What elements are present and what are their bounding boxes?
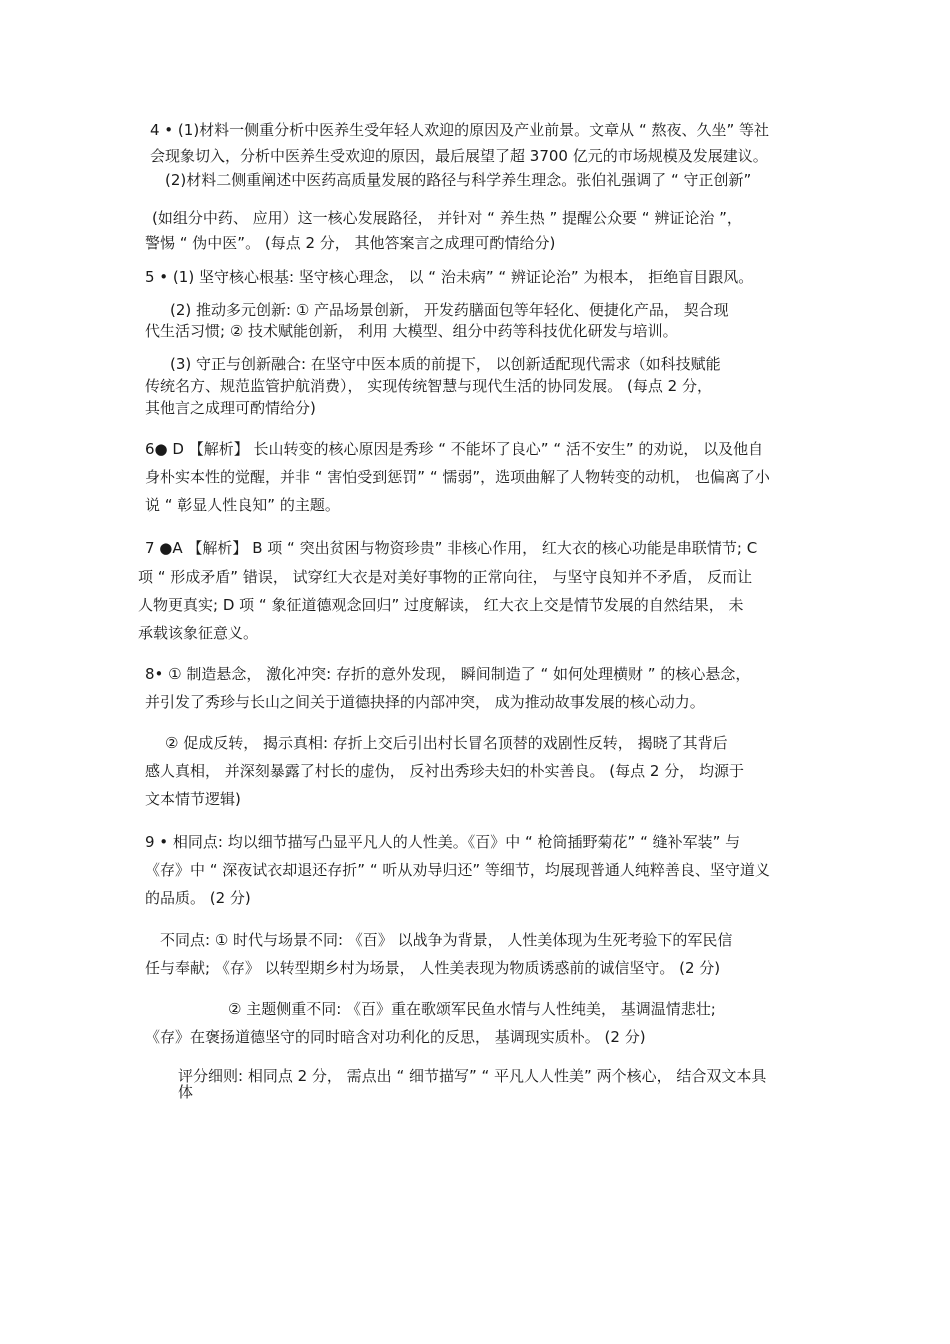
- answer-6-line-2: 身朴实本性的觉醒，并非 “ 害怕受到惩罚” “ 懦弱”，选项曲解了人物转变的动机， 也偏离了小: [145, 468, 770, 486]
- answer-5-line-2: (2) 推动多元创新: ① 产品场景创新， 开发药膳面包等年轻化、便捷化产品， 契合现: [170, 301, 729, 319]
- answer-9-line-7: 《存》在褒扬道德坚守的同时暗含对功利化的反思， 基调现实质朴。 (2 分): [145, 1028, 646, 1046]
- answer-8-line-4: 感人真相， 并深刻暴露了村长的虚伪， 反衬出秀珍夫妇的朴实善良。 (每点 2 分， 均源于: [145, 762, 745, 780]
- answer-5-line-3: 代生活习惯; ② 技术赋能创新， 利用 大模型、组分中药等科技优化研发与培训。: [145, 322, 678, 340]
- answer-8-line-3: ② 促成反转， 揭示真相: 存折上交后引出村长冒名顶替的戏剧性反转， 揭晓了其背后: [165, 734, 728, 752]
- answer-9-line-2: 《存》中 “ 深夜试衣却退还存折” “ 听从劝导归还” 等细节，均展现普通人纯粹善良、坚守道义: [145, 861, 770, 879]
- answer-5-line-1: 5 • (1) 坚守核心根基: 坚守核心理念， 以 “ 治未病” “ 辨证论治” 为根本， 拒绝盲目跟风。: [145, 268, 754, 286]
- scoring-rule-line-2: 体: [178, 1083, 194, 1101]
- scoring-rule-line-1: 评分细则: 相同点 2 分， 需点出 “ 细节描写” “ 平凡人人性美” 两个核心， 结合双文本具: [178, 1067, 767, 1085]
- answer-5-line-4: (3) 守正与创新融合: 在坚守中医本质的前提下， 以创新适配现代需求（如科技赋能: [170, 355, 721, 373]
- answer-7-line-4: 承载该象征意义。: [138, 624, 259, 642]
- answer-5-line-6: 其他言之成理可酌情给分): [145, 399, 316, 417]
- answer-4-line-2: 会现象切入，分析中医养生受欢迎的原因，最后展望了超 3700 亿元的市场规模及发展建议。: [150, 147, 768, 165]
- answer-6-line-1: 6● D 【解析】 长山转变的核心原因是秀珍 “ 不能坏了良心” “ 活不安生” 的劝说， 以及他自: [145, 440, 764, 458]
- answer-6-line-3: 说 “ 彰显人性良知” 的主题。: [145, 496, 340, 514]
- answer-9-line-1: 9 • 相同点: 均以细节描写凸显平凡人的人性美。《百》中 “ 枪筒插野菊花” “ 缝补军装” 与: [145, 833, 741, 851]
- answer-7-line-1: 7 ●A 【解析】 B 项 “ 突出贫困与物资珍贵” 非核心作用， 红大衣的核心功能是串联情节; C: [145, 539, 758, 557]
- answer-9-line-6: ② 主题侧重不同: 《百》重在歌颂军民鱼水情与人性纯美， 基调温情悲壮;: [228, 1000, 716, 1018]
- answer-8-line-5: 文本情节逻辑): [145, 790, 241, 808]
- answer-4-line-1: 4 • (1)材料一侧重分析中医养生受年轻人欢迎的原因及产业前景。文章从 “ 熬夜、久坐” 等社: [150, 121, 770, 139]
- answer-7-line-3: 人物更真实; D 项 “ 象征道德观念回归” 过度解读， 红大衣上交是情节发展的自然结果， 未: [138, 596, 744, 614]
- answer-4-line-4: (如组分中药、 应用）这一核心发展路径， 并针对 “ 养生热 ” 提醒公众要 “ 辨证论治 ”，: [152, 209, 742, 227]
- answer-4-line-5: 警惕 “ 伪中医”。 (每点 2 分， 其他答案言之成理可酌情给分): [145, 234, 556, 252]
- answer-9-line-5: 任与奉献; 《存》 以转型期乡村为场景， 人性美表现为物质诱惑前的诚信坚守。 (2 分): [145, 959, 721, 977]
- answer-4-line-3: (2)材料二侧重阐述中医药高质量发展的路径与科学养生理念。张伯礼强调了 “ 守正创新”: [165, 171, 752, 189]
- answer-8-line-2: 并引发了秀珍与长山之间关于道德抉择的内部冲突， 成为推动故事发展的核心动力。: [145, 693, 705, 711]
- answer-5-line-5: 传统名方、规范监管护航消费）， 实现传统智慧与现代生活的协同发展。 (每点 2 分，: [145, 377, 712, 395]
- answer-9-line-3: 的品质。 (2 分): [145, 889, 251, 907]
- answer-7-line-2: 项 “ 形成矛盾” 错误， 试穿红大衣是对美好事物的正常向往， 与坚守良知并不矛盾， 反而让: [138, 568, 753, 586]
- answer-9-line-4: 不同点: ① 时代与场景不同: 《百》 以战争为背景， 人性美体现为生死考验下的军民信: [160, 931, 733, 949]
- answer-8-line-1: 8• ① 制造悬念， 激化冲突: 存折的意外发现， 瞬间制造了 “ 如何处理横财 ” 的核心悬念，: [145, 665, 751, 683]
